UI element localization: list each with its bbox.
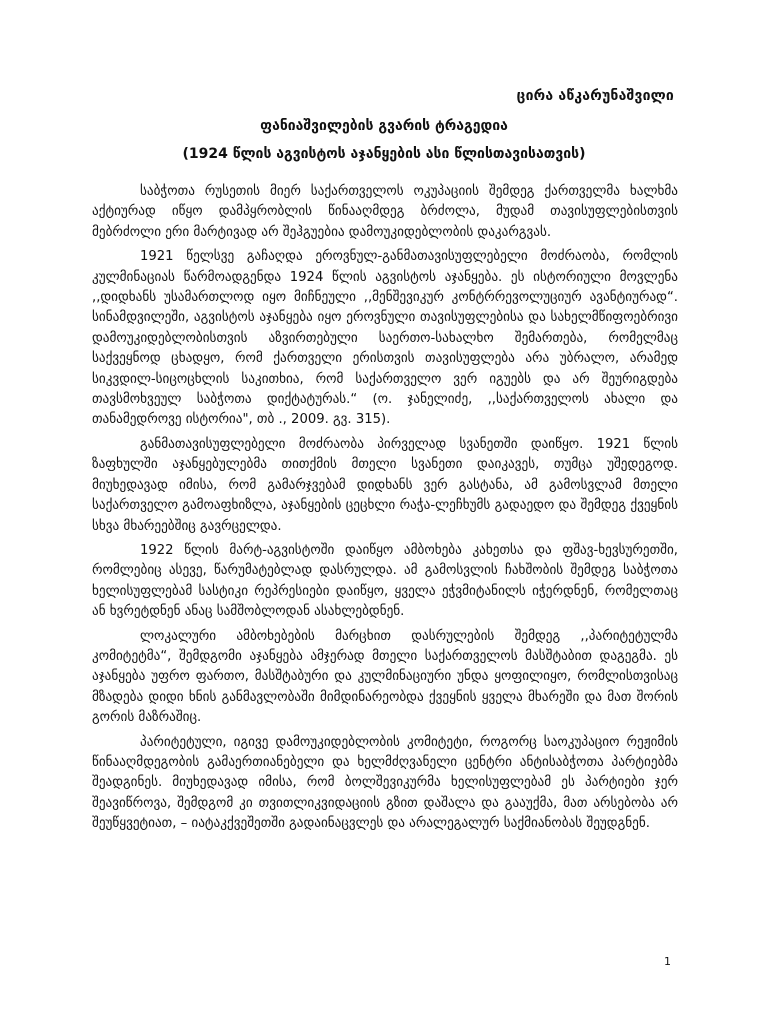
paragraph: საბჭოთა რუსეთის მიერ საქართველოს ოკუპაციის შემდეგ ქართველმა ხალხმა აქტიურად იწყო დამპყრობლის წინააღმდეგ ბრძოლა, მუდამ თავისუფლებისთვის მებრძოლი ერი მარტივად არ შეჰგუებია დამოუკიდებლობის დაკარგვას. [92,184,678,240]
paragraph: 1922 წლის მარტ-აგვისტოში დაიწყო ამბოხება კახეთსა და ფშავ-ხევსურეთში, რომლებიც ასევე, წარუმატებლად დასრულდა. ამ გამოსვლის ჩახშობის შემდეგ საბჭოთა ხელისუფლებამ სასტიკი რეპრესიები დაიწყო, ყველა ეჭვმიტანილს იჭერდნენ, რომელთაც ან ხვრეტდნენ ანაც სამშობლოდან ასახლებდნენ. [92,542,678,620]
author-name: ცირა აწკარუნაშვილი [516,88,674,104]
paragraph: პარიტეტული, იგივე დამოუკიდებლობის კომიტეტი, როგორც საოკუპაციო რეჟიმის წინააღმდეგობის გამაერთიანებელი და ხელმძღვანელი ცენტრი ანტისაბჭოთა პარტიებმა შეადგინეს. მიუხედავად იმისა, რომ ბოლშევიკურმა ხელისუფლებამ ეს პარტიები ჯერ შეავიწროვა, შემდგომ კი თვითლიკვიდაციის გზით დაშალა და გააუქმა, მათ არსებობა არ შეუწყვეტიათ, – იატაკქვეშეთში გადაინაცვლეს და არალეგალურ საქმიანობას შეუდგნენ. [92,734,678,832]
paragraph: 1921 წელსვე გაჩაღდა ეროვნულ-განმათავისუფლებელი მოძრაობა, რომლის კულმინაციას წარმოადგენდა 1924 წლის აგვისტოს აჯანყება. ეს ისტორიული მოვლენა ,,დიდხანს უსამართლოდ იყო მიჩნეული ,,მენშევიკურ კონტრრევოლუციურ ავანტიურად“. სინამდვილეში, აგვისტოს აჯანყება იყო ეროვნული თავისუფლებისა და სახელმწიფოებრივი დამოუკიდებლობისთვის აზვირთებული საერთო-სახალხო შემართება, რომელმაც საქვეყნოდ ცხადყო, რომ ქართველი ერისთვის თავისუფლება არა უბრალო, არამედ სიკვდილ-სიცოცხლის საკითხია, რომ საქართველო ვერ იგუებს და არ შეურიგდება თავსმოხვეულ საბჭოთა დიქტატურას.“ (ო. ჯანელიძე, ,,საქართველოს ახალი და თანამედროვე ისტორია", თბ ., 2009. გვ. 315). [92,249,678,428]
paragraph: განმათავისუფლებელი მოძრაობა პირველად სვანეთში დაიწყო. 1921 წლის ზაფხულში აჯანყებულებმა თითქმის მთელი სვანეთი დაიკავეს, თუმცა უშედეგოდ. მიუხედავად იმისა, რომ გამარჯვებამ დიდხანს ვერ გასტანა, ამ გამოსვლამ მთელი საქართველო გამოაფხიზლა, აჯანყების ცეცხლი რაჭა-ლეჩხუმს გადაედო და შემდეგ ქვეყნის სხვა მხარეებშიც გავრცელდა. [92,436,678,534]
paragraph: ლოკალური ამბოხებების მარცხით დასრულების შემდეგ ,,პარიტეტულმა კომიტეტმა“, შემდგომი აჯანყება ამჯერად მთელი საქართველოს მასშტაბით დაგეგმა. ეს აჯანყება უფრო ფართო, მასშტაბური და კულმინაციური უნდა ყოფილიყო, რომლისთვისაც მზადება დიდი ხნის განმავლობაში მიმდინარეობდა ქვეყნის ყველა მხარეში და მათ შორის გორის მაზრაშიც. [92,628,678,726]
page-number: 1 [664,955,671,968]
document-subtitle: (1924 წლის აგვისტოს აჯანყების ასი წლისთავისათვის) [182,146,586,162]
document-body [92,182,678,839]
document-title: ფანიაშვილების გვარის ტრაგედია [260,118,508,134]
